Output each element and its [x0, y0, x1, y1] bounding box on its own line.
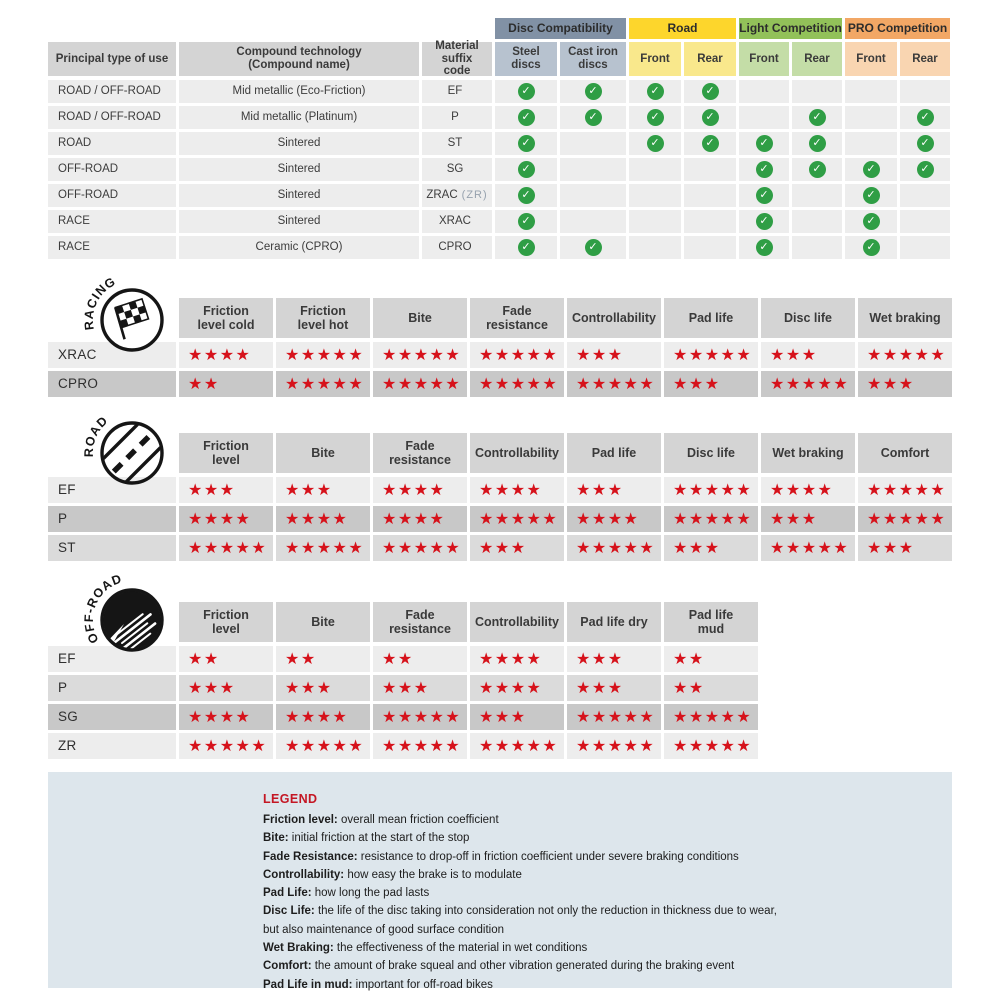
compound-cell: Ceramic (CPRO) [179, 236, 419, 259]
star-rating: ★★★★★ [858, 506, 952, 532]
group-header-pro-competition: PRO Competition [845, 18, 950, 39]
rating-col-header: Pad life dry [567, 602, 661, 642]
check-icon [518, 213, 535, 230]
check-icon [585, 239, 602, 256]
compound-code-label: CPRO [48, 371, 176, 397]
rating-col-header: Friction level [179, 433, 273, 473]
check-cell [792, 80, 842, 103]
rating-col-header: Bite [276, 433, 370, 473]
check-cell [900, 236, 950, 259]
check-icon [585, 109, 602, 126]
star-rating: ★★★ [858, 535, 952, 561]
use-cell: OFF-ROAD [48, 158, 176, 181]
check-cell [629, 80, 681, 103]
star-rating: ★★★★ [470, 675, 564, 701]
check-icon [702, 83, 719, 100]
legend-desc: the life of the disc taking into consideration not only the reduction in thickness due to wear, [314, 905, 777, 918]
check-cell [900, 106, 950, 129]
legend-item [263, 811, 952, 829]
col-header-pro-rear: Rear [900, 42, 950, 76]
star-rating: ★★★★★ [664, 477, 758, 503]
rating-col-header: Wet braking [761, 433, 855, 473]
legend-item [263, 866, 952, 884]
star-rating: ★★★ [761, 506, 855, 532]
rating-col-header: Pad life [664, 298, 758, 338]
racing-rating-table [48, 274, 952, 400]
star-rating: ★★★★★ [179, 733, 273, 759]
check-cell [495, 132, 557, 155]
legend-desc: the effectiveness of the material in wet conditions [333, 942, 588, 955]
star-rating: ★★★ [567, 675, 661, 701]
check-icon [518, 83, 535, 100]
check-icon [702, 109, 719, 126]
check-cell [792, 158, 842, 181]
compound-code-label: ZR [48, 733, 176, 759]
rating-col-header: Bite [373, 298, 467, 338]
racing-label: RACING [81, 274, 119, 331]
code-text: ZRAC [426, 189, 458, 202]
check-cell [684, 106, 736, 129]
check-icon [863, 239, 880, 256]
star-rating: ★★★★★ [761, 371, 855, 397]
check-cell [845, 158, 897, 181]
star-rating: ★★★★★ [858, 342, 952, 368]
check-cell [684, 236, 736, 259]
group-header-disc-compatibility: Disc Compatibility [495, 18, 626, 39]
check-cell [739, 236, 789, 259]
check-cell [629, 210, 681, 233]
check-cell [845, 132, 897, 155]
rating-col-header: Disc life [664, 433, 758, 473]
use-cell: ROAD / OFF-ROAD [48, 80, 176, 103]
use-cell: RACE [48, 236, 176, 259]
check-icon [585, 83, 602, 100]
col-header-light-front: Front [739, 42, 789, 76]
road-rating-table [48, 413, 952, 564]
compound-code-label: SG [48, 704, 176, 730]
star-rating: ★★★★★ [373, 535, 467, 561]
star-rating: ★★★ [470, 704, 564, 730]
legend-item [263, 829, 952, 847]
legend-desc: how long the pad lasts [311, 887, 430, 900]
rating-header-row [48, 433, 952, 473]
check-cell [739, 158, 789, 181]
rating-row [48, 733, 758, 759]
star-rating: ★★★ [567, 477, 661, 503]
group-header-road: Road [629, 18, 736, 39]
rating-col-header: Comfort [858, 433, 952, 473]
compound-code-label: EF [48, 477, 176, 503]
check-cell [792, 210, 842, 233]
rating-col-header: Fade resistance [470, 298, 564, 338]
compound-code-label: XRAC [48, 342, 176, 368]
rating-col-header: Controllability [567, 298, 661, 338]
col-header-pro-front: Front [845, 42, 897, 76]
check-icon [518, 239, 535, 256]
code-cell [422, 184, 492, 207]
rating-col-header: Bite [276, 602, 370, 642]
check-cell [560, 106, 626, 129]
star-rating: ★★ [664, 675, 758, 701]
check-cell [845, 106, 897, 129]
star-rating: ★★★★★ [664, 704, 758, 730]
check-icon [518, 187, 535, 204]
rating-col-header: Pad life mud [664, 602, 758, 642]
col-header-road-front: Front [629, 42, 681, 76]
col-header-principal-type: Principal type of use [48, 42, 176, 76]
check-cell [684, 210, 736, 233]
check-cell [684, 80, 736, 103]
offroad-label: OFF-ROAD [81, 572, 125, 646]
road-icon [74, 405, 170, 490]
check-cell [560, 236, 626, 259]
star-rating: ★★★ [179, 675, 273, 701]
star-rating: ★★ [179, 371, 273, 397]
compound-code-label: EF [48, 646, 176, 672]
check-cell [629, 158, 681, 181]
rating-row [48, 342, 952, 368]
legend-desc: initial friction at the start of the stop [288, 832, 470, 845]
rating-col-header: Wet braking [858, 298, 952, 338]
star-rating: ★★★ [470, 535, 564, 561]
star-rating: ★★★★ [373, 477, 467, 503]
table-row [48, 80, 950, 103]
check-cell [900, 80, 950, 103]
legend-item [263, 921, 952, 939]
legend-term: Friction level: [263, 814, 338, 826]
compound-cell: Mid metallic (Platinum) [179, 106, 419, 129]
star-rating: ★★ [276, 646, 370, 672]
check-icon [756, 187, 773, 204]
star-rating: ★★★ [276, 675, 370, 701]
code-text: SG [446, 163, 464, 176]
code-cell [422, 158, 492, 181]
check-cell [900, 210, 950, 233]
legend-item [263, 848, 952, 866]
check-icon [809, 135, 826, 152]
legend-item [263, 957, 952, 975]
check-icon [917, 109, 934, 126]
check-cell [900, 184, 950, 207]
check-icon [702, 135, 719, 152]
star-rating: ★★★★★ [179, 535, 273, 561]
check-cell [495, 106, 557, 129]
racing-flag-icon [74, 272, 170, 357]
compound-cell: Mid metallic (Eco-Friction) [179, 80, 419, 103]
check-icon [917, 135, 934, 152]
star-rating: ★★ [179, 646, 273, 672]
check-cell [900, 158, 950, 181]
star-rating: ★★★★★ [470, 342, 564, 368]
star-rating: ★★★★★ [664, 342, 758, 368]
star-rating: ★★★★★ [567, 733, 661, 759]
check-icon [518, 161, 535, 178]
star-rating: ★★★★ [761, 477, 855, 503]
table-row [48, 236, 950, 259]
rating-col-header: Friction level hot [276, 298, 370, 338]
rating-col-header: Friction level cold [179, 298, 273, 338]
legend-item [263, 939, 952, 957]
legend-term: Pad Life: [263, 887, 312, 900]
check-icon [863, 187, 880, 204]
rating-row [48, 506, 952, 532]
table-row [48, 106, 950, 129]
legend-term: Disc Life: [263, 905, 315, 918]
check-cell [495, 184, 557, 207]
check-icon [647, 83, 664, 100]
legend-desc: resistance to drop-off in friction coefficient under severe braking conditions [357, 850, 739, 863]
check-icon [756, 239, 773, 256]
check-icon [863, 161, 880, 178]
star-rating: ★★★★★ [664, 506, 758, 532]
legend-desc: how easy the brake is to modulate [344, 868, 522, 881]
star-rating: ★★★ [761, 342, 855, 368]
compound-cell: Sintered [179, 184, 419, 207]
col-header-road-rear: Rear [684, 42, 736, 76]
star-rating: ★★★★★ [470, 733, 564, 759]
group-header-light-competition: Light Competition [739, 18, 842, 39]
check-cell [495, 158, 557, 181]
group-header-spacer [48, 18, 492, 39]
rating-col-header: Controllability [470, 433, 564, 473]
star-rating: ★★★★ [470, 646, 564, 672]
legend-term: Bite: [263, 832, 289, 845]
code-cell [422, 80, 492, 103]
check-icon [917, 161, 934, 178]
star-rating: ★★★★ [276, 506, 370, 532]
code-cell [422, 210, 492, 233]
compound-code-label: P [48, 675, 176, 701]
rating-col-header: Fade resistance [373, 433, 467, 473]
rating-row [48, 371, 952, 397]
use-cell: RACE [48, 210, 176, 233]
legend-term: Fade Resistance: [263, 850, 358, 863]
check-icon [518, 135, 535, 152]
star-rating: ★★★ [567, 646, 661, 672]
star-rating: ★★★ [179, 477, 273, 503]
check-cell [739, 210, 789, 233]
code-text: XRAC [439, 215, 471, 228]
legend-term: Pad Life in mud: [263, 978, 353, 991]
star-rating: ★★★★★ [567, 535, 661, 561]
rating-row [48, 704, 758, 730]
rating-col-header: Friction level [179, 602, 273, 642]
col-header-compound: Compound technology (Compound name) [179, 42, 419, 76]
star-rating: ★★★★ [179, 506, 273, 532]
star-rating: ★★★ [664, 535, 758, 561]
star-rating: ★★★★ [179, 342, 273, 368]
star-rating: ★★★ [858, 371, 952, 397]
rating-col-header: Pad life [567, 433, 661, 473]
star-rating: ★★★★★ [858, 477, 952, 503]
check-icon [756, 135, 773, 152]
star-rating: ★★★★★ [567, 371, 661, 397]
legend-term: Controllability: [263, 868, 345, 881]
check-icon [809, 109, 826, 126]
rating-row [48, 535, 952, 561]
check-cell [495, 210, 557, 233]
star-rating: ★★★★★ [276, 342, 370, 368]
rating-col-header: Controllability [470, 602, 564, 642]
check-cell [845, 236, 897, 259]
legend-item [263, 976, 952, 994]
check-cell [629, 236, 681, 259]
check-cell [792, 132, 842, 155]
legend-item [263, 884, 952, 902]
compound-code-label: ST [48, 535, 176, 561]
rating-row [48, 675, 758, 701]
star-rating: ★★★★ [567, 506, 661, 532]
legend-desc: the amount of brake squeal and other vibration generated during the braking event [311, 960, 735, 973]
check-cell [739, 80, 789, 103]
table-row [48, 184, 950, 207]
star-rating: ★★★★★ [276, 535, 370, 561]
star-rating: ★★★ [276, 477, 370, 503]
col-header-steel-discs: Steel discs [495, 42, 557, 76]
star-rating: ★★★★ [179, 704, 273, 730]
star-rating: ★★★★★ [470, 506, 564, 532]
use-cell: OFF-ROAD [48, 184, 176, 207]
legend-title: LEGEND [263, 792, 318, 806]
compound-cell: Sintered [179, 132, 419, 155]
check-icon [647, 109, 664, 126]
rating-col-header: Disc life [761, 298, 855, 338]
check-cell [495, 80, 557, 103]
check-icon [863, 213, 880, 230]
check-cell [739, 132, 789, 155]
legend-item [263, 902, 952, 920]
code-text: EF [447, 85, 463, 98]
check-icon [809, 161, 826, 178]
check-cell [684, 184, 736, 207]
table-row [48, 158, 950, 181]
check-cell [495, 236, 557, 259]
star-rating: ★★★★★ [761, 535, 855, 561]
compound-cell: Sintered [179, 158, 419, 181]
col-header-material-suffix: Material suffix code [422, 42, 492, 76]
check-cell [560, 132, 626, 155]
group-header-row [48, 18, 950, 39]
legend-desc: but also maintenance of good surface condition [263, 923, 505, 936]
code-text: CPRO [438, 241, 472, 254]
use-cell: ROAD [48, 132, 176, 155]
check-cell [560, 80, 626, 103]
legend-term: Wet Braking: [263, 942, 334, 955]
check-icon [756, 213, 773, 230]
column-header-row [48, 39, 950, 78]
legend-term: Comfort: [263, 960, 312, 973]
check-cell [739, 106, 789, 129]
col-header-light-rear: Rear [792, 42, 842, 76]
star-rating: ★★★★ [276, 704, 370, 730]
star-rating: ★★★★★ [276, 733, 370, 759]
code-text: ST [447, 137, 463, 150]
compound-cell: Sintered [179, 210, 419, 233]
star-rating: ★★★★★ [373, 342, 467, 368]
code-cell [422, 106, 492, 129]
check-cell [560, 184, 626, 207]
star-rating: ★★★★★ [373, 733, 467, 759]
offroad-tire-icon [74, 572, 174, 659]
check-cell [629, 184, 681, 207]
code-cell [422, 236, 492, 259]
star-rating: ★★ [373, 646, 467, 672]
rating-col-header: Fade resistance [373, 602, 467, 642]
check-icon [756, 161, 773, 178]
compatibility-table [48, 18, 950, 262]
star-rating: ★★★★ [470, 477, 564, 503]
star-rating: ★★★★ [373, 506, 467, 532]
table-row [48, 132, 950, 155]
star-rating: ★★★ [373, 675, 467, 701]
offroad-rating-table [48, 572, 758, 762]
check-cell [845, 210, 897, 233]
check-cell [845, 80, 897, 103]
star-rating: ★★★★★ [276, 371, 370, 397]
star-rating: ★★★★★ [470, 371, 564, 397]
star-rating: ★★★★★ [373, 371, 467, 397]
compound-code-label: P [48, 506, 176, 532]
check-cell [792, 236, 842, 259]
star-rating: ★★★ [567, 342, 661, 368]
code-text: P [451, 111, 459, 124]
check-cell [684, 158, 736, 181]
legend-desc: important for off-road bikes [352, 978, 493, 991]
check-cell [792, 106, 842, 129]
code-cell [422, 132, 492, 155]
check-cell [629, 132, 681, 155]
star-rating: ★★★ [664, 371, 758, 397]
use-cell: ROAD / OFF-ROAD [48, 106, 176, 129]
table-row [48, 210, 950, 233]
check-cell [792, 184, 842, 207]
col-header-cast-iron-discs: Cast iron discs [560, 42, 626, 76]
check-cell [629, 106, 681, 129]
star-rating: ★★★★★ [373, 704, 467, 730]
code-note: (ZR) [461, 189, 488, 202]
check-icon [518, 109, 535, 126]
star-rating: ★★★★★ [664, 733, 758, 759]
road-label: ROAD [81, 413, 111, 458]
star-rating: ★★ [664, 646, 758, 672]
check-cell [560, 158, 626, 181]
rating-row [48, 477, 952, 503]
rating-header-row [48, 298, 952, 338]
check-cell [560, 210, 626, 233]
legend-desc: overall mean friction coefficient [337, 814, 499, 826]
legend-panel [48, 772, 952, 991]
check-cell [845, 184, 897, 207]
check-cell [684, 132, 736, 155]
check-cell [739, 184, 789, 207]
star-rating: ★★★★★ [567, 704, 661, 730]
check-cell [900, 132, 950, 155]
check-icon [647, 135, 664, 152]
